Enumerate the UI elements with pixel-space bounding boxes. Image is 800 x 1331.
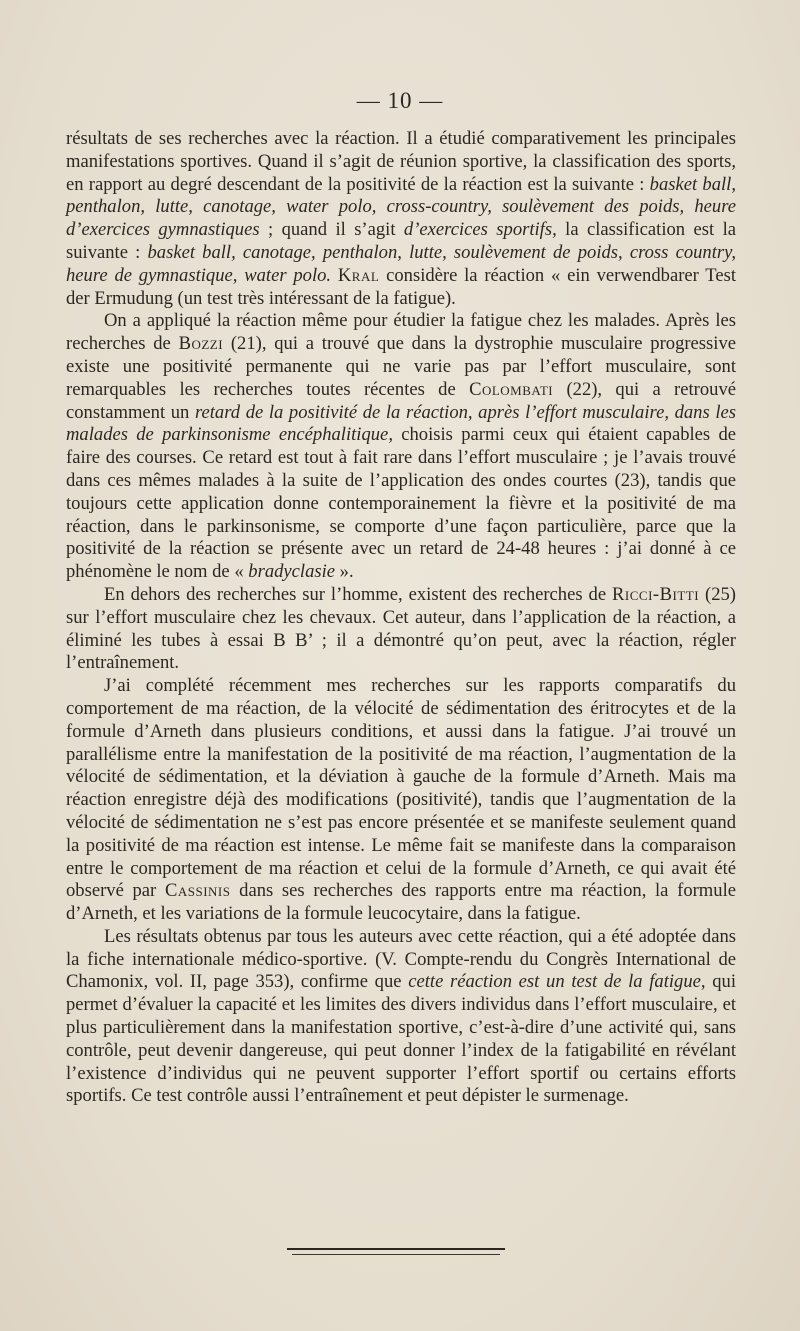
text-run: (21), qui a trouvé que dans la dystrophie musculaire progressive existe une positivité permanente qui ne varie pas par l’effort musculaire, sont remarquables les recherches toutes récentes de	[66, 333, 736, 400]
text-run: (25) sur l’effort musculaire chez les chevaux. Cet auteur, dans l’application de la réaction, a éliminé les tubes à essai B B’ ; il a démontré qu’on peut, avec la réaction, régler l’entraînement.	[66, 583, 736, 674]
text-run: dans ses recherches des rapports entre ma réaction, la formule d’Arneth, et les variations de la formule leucocytaire, dans la fatigue.	[66, 880, 736, 925]
text-run: ; quand il s’agit	[259, 219, 404, 241]
italic-run: retard de la positivité de la réaction, après l’effort musculaire, dans les malades de parkinsonisme encéphalitique,	[66, 401, 736, 446]
author-name: Kral	[337, 264, 380, 286]
text-run: choisis parmi ceux qui étaient capables de faire des courses. Ce retard est tout à fait rare dans l’effort musculaire ; je l’avais trouvé dans ces mêmes malades à la suite de l’application des ondes courtes (23), tandis que toujours cette application donne contemporainement la fièvre et la positivité de ma réaction, dans le parkinsonisme, se comporte d’une façon particulière, parce que la positivité de la réaction se présente avec un retard de 24-48 heures : j’ai donné à ce phénomène le nom de «	[66, 424, 737, 583]
body-text	[66, 128, 736, 1108]
paragraph	[66, 584, 736, 675]
italic-run: basket ball, canotage, penthalon, lutte, soulèvement de poids, cross country, heure de gymnastique, water polo.	[66, 241, 736, 286]
text-run	[331, 265, 338, 286]
author-name: Colombati	[469, 378, 554, 400]
italic-run: d’exercices sportifs,	[403, 219, 557, 241]
text-run: ».	[335, 561, 354, 583]
italic-run: bradyclasie	[248, 561, 336, 583]
closing-rule	[287, 1248, 505, 1250]
text-run: (22), qui a retrouvé constamment un	[66, 378, 736, 423]
paragraph	[66, 310, 736, 584]
text-run: On a appliqué la réaction même pour étudier la fatigue chez les malades. Après les recherches de	[66, 310, 736, 355]
text-run: qui permet d’évaluer la capacité et les limites des divers individus dans l’effort musculaire, et plus particulièrement dans la manifestation sportive, c’est-à-dire d’une activité qui, sans contrôle, peut devenir dangereuse, qui peut donner l’index de la fatigabilité en révélant l’existence d’individus qui ne peuvent supporter l’effort sportif ou certains efforts sportifs. Ce test contrôle aussi l’entraînement et peut dépister le surmenage.	[66, 971, 737, 1107]
author-name: Bozzi	[178, 333, 224, 355]
text-run: résultats de ses recherches avec la réaction. Il a étudié comparativement les principales manifestations sportives. Quand il s’agit de réunion sportive, la classification des sports, en rapport au degré descendant de la positivité de la réaction est la suivante :	[66, 128, 736, 195]
text-run: considère la réaction « ein verwendbarer Test der Ermudung (un test très intéressant de la fatigue).	[66, 264, 737, 309]
paragraph	[66, 675, 736, 926]
paragraph	[66, 926, 736, 1108]
text-run: la classification est la suivante :	[66, 219, 736, 263]
text-run: En dehors des recherches sur l’homme, existent des recherches de	[104, 583, 613, 605]
closing-rule-thin	[292, 1254, 500, 1255]
italic-run: cette réaction est un test de la fatigue,	[408, 971, 706, 993]
text-run: J’ai complété récemment mes recherches sur les rapports comparatifs du comportement de ma réaction, de la vélocité de sédimentation des éritrocytes et de la formule d’Arneth dans plusieurs conditions, et aussi dans la fatigue. J’ai trouvé un parallélisme entre la manifestation de la positivité de ma réaction, l’augmentation de la vélocité de sédimentation, et la déviation à gauche de la formule d’Arneth. Mais ma réaction enregistre déjà des modifications (positivité), tandis que l’augmentation de la vélocité de sédimentation ne s’est pas encore présentée et se manifeste seulement quand la positivité de ma réaction est intense. Le même fait se manifeste dans la comparaison entre le comportement de ma réaction et celui de la formule d’Arneth, ce qui avait été observé par	[66, 675, 736, 902]
author-name: Ricci-Bitti	[612, 583, 700, 605]
text-run: Les résultats obtenus par tous les auteurs avec cette réaction, qui a été adoptée dans la fiche internationale médico-sportive. (V. Compte-rendu du Congrès International de Chamonix, vol. II, page 353), confirme que	[66, 925, 736, 993]
author-name: Cassinis	[164, 880, 231, 902]
paragraph	[66, 128, 736, 310]
page-number: — 10 —	[356, 88, 444, 113]
italic-run: basket ball, penthalon, lutte, canotage, water polo, cross-country, soulèvement des poids, heure d’exercices gymnastiques	[66, 173, 736, 241]
